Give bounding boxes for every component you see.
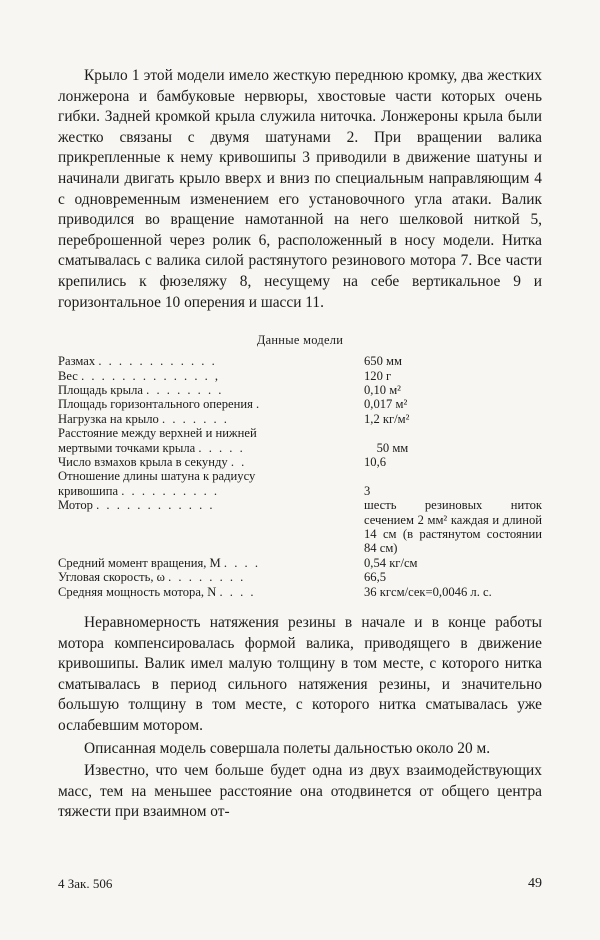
- row-label: кривошипа: [58, 483, 119, 498]
- row-label: Размах: [58, 354, 96, 369]
- bottom-text-block: [58, 613, 542, 823]
- row-value: 10,6: [364, 454, 387, 469]
- table-row: [58, 397, 542, 411]
- row-value: 1,2 кг/м²: [364, 411, 410, 426]
- leader-dots: . . . . .: [198, 440, 245, 455]
- table-row: [58, 369, 542, 383]
- table-row: [58, 441, 542, 455]
- row-value: [364, 426, 542, 440]
- row-value: 650 мм: [364, 354, 402, 369]
- page-number: 49: [528, 876, 542, 891]
- table-row: [58, 412, 542, 426]
- row-value: 120 г: [364, 368, 392, 383]
- page-content: [58, 66, 542, 823]
- row-label: Нагрузка на крыло: [58, 411, 159, 426]
- leader-dots: . . . . . . . .: [168, 570, 246, 585]
- row-value: 0,10 м²: [364, 382, 401, 397]
- row-label: Площадь крыла: [58, 382, 144, 397]
- table-row: [58, 426, 542, 440]
- row-label: Площадь горизонтального оперения: [58, 397, 253, 412]
- leader-dots: . . . . . . . .: [146, 382, 224, 397]
- leader-dots: . . . .: [219, 584, 256, 599]
- row-label: Число взмахов крыла в секунду: [58, 454, 228, 469]
- row-value: шесть резиновых ниток сечением 2 мм² каждая и длиной 14 см (в растянутом состоянии 84 см): [364, 498, 542, 556]
- table-row: [58, 469, 542, 483]
- table-row: [58, 484, 542, 498]
- paragraph-wing-description: Крыло 1 этой модели имело жесткую переднюю кромку, два жестких лонжерона и бамбуковые нервюры, хвостовые части которых очень гибки. Задней кромкой крыла служила ниточка. Лонжероны крыла были жестко связаны с двумя шатунами 2. При вращении валика прикрепленные к нему кривошипы 3 приводили в движение шатуны и начинали двигать крыло вверх и вниз по специальным направляющим 4 с одновременным изменением его установочного угла атаки. Валик приводился во вращение намотанной на него шелковой ниткой 5, переброшенной через ролик 6, расположенный в носу модели. Нитка сматывалась с валика силой растянутого резинового мотора 7. Все части крепились к фюзеляжу 8, несущему на себе вертикальное 9 и горизонтальное 10 оперения и шасси 11.: [58, 67, 542, 311]
- printer-signature: 4 Зак. 506: [58, 876, 113, 891]
- leader-dots: . . . . . . . . . . . .: [98, 354, 217, 369]
- table-row: [58, 585, 542, 599]
- row-label: Средняя мощность мотора, N: [58, 584, 217, 599]
- table-caption: Данные модели: [256, 333, 344, 348]
- page-footer: [58, 876, 542, 892]
- table-row: [58, 383, 542, 397]
- row-label: Расстояние между верхней и нижней: [58, 426, 257, 441]
- row-value: [364, 469, 542, 483]
- row-value: 0,017 м²: [364, 397, 408, 412]
- leader-dots: . . . . . . . . . .: [121, 483, 220, 498]
- leader-dots: . . . . . . .: [162, 411, 229, 426]
- row-label: мертвыми точками крыла: [58, 440, 196, 455]
- row-label: Средний момент вращения, M: [58, 555, 221, 570]
- row-value: 66,5: [364, 570, 387, 585]
- row-value: 36 кгсм/сек=0,0046 л. с.: [364, 584, 492, 599]
- table-row: [58, 455, 542, 469]
- paragraph-tension: Неравномерность натяжения резины в начале и в конце работы мотора компенсировалась формой валика, приводящего в движение кривошипы. Валик имел малую толщину в том месте, с которого нитка сматывалась в период сильного натяжения резины, и значительно большую толщину в том месте, с которого нитка сматывалась уже ослабевшим мотором.: [58, 614, 542, 734]
- row-value: 50 мм: [364, 440, 409, 455]
- row-label: Вес: [58, 368, 78, 383]
- model-data-table: [58, 354, 542, 599]
- row-value: 0,54 кг/см: [364, 555, 418, 570]
- leader-dots: . . . . . . . . . . . .: [96, 498, 215, 513]
- table-row: [58, 570, 542, 584]
- row-label: Угловая скорость, ω: [58, 570, 165, 585]
- table-row: [58, 498, 542, 556]
- table-row: [58, 354, 542, 368]
- leader-dots: . .: [230, 454, 247, 469]
- leader-dots: .: [256, 397, 262, 412]
- paragraph-flight-range: Описанная модель совершала полеты дальностью около 20 м.: [84, 739, 491, 757]
- leader-dots: . . . .: [223, 555, 260, 570]
- row-label: Отношение длины шатуна к радиусу: [58, 469, 256, 484]
- row-value: 3: [364, 483, 371, 498]
- paragraph-masses: Известно, что чем больше будет одна из двух взаимодействующих масс, тем на меньшее расстояние она отодвинется от общего центра тяжести при взаимном от-: [58, 762, 542, 821]
- leader-dots: . . . . . . . . . . . . . ,: [81, 368, 221, 383]
- table-row: [58, 556, 542, 570]
- row-label: Мотор: [58, 498, 93, 513]
- top-text-block: [58, 66, 542, 313]
